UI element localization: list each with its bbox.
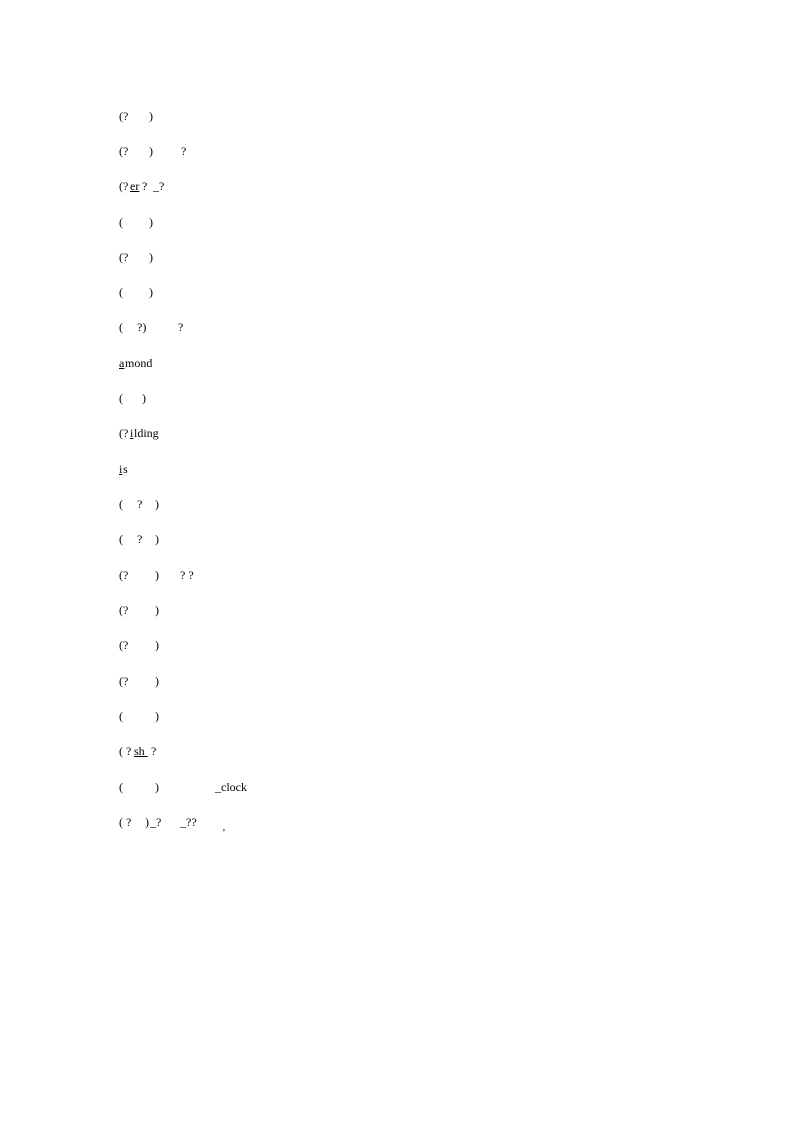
- line-19-part-1: ( ?: [119, 744, 132, 758]
- text-line-16: [119, 637, 159, 653]
- line-7-part-1: (: [119, 320, 123, 334]
- text-line-7: [119, 319, 184, 335]
- line-2-part-1: (?: [119, 144, 129, 158]
- line-20-part-4: _clock: [215, 780, 247, 794]
- line-16-part-1: (?: [119, 638, 129, 652]
- line-1-part-1: (?: [119, 109, 129, 123]
- text-line-4: [119, 214, 153, 230]
- line-16-part-2: ): [155, 638, 159, 652]
- line-1-part-2: ): [149, 109, 153, 123]
- text-line-14: [119, 567, 194, 583]
- line-9-part-2: ): [142, 391, 146, 405]
- line-9-part-1: (: [119, 391, 123, 405]
- text-line-3: [119, 178, 165, 194]
- text-line-11: [119, 461, 131, 477]
- line-8-part-2: mond: [125, 356, 153, 370]
- text-line-17: [119, 673, 159, 689]
- line-3-part-2: er: [130, 179, 140, 193]
- text-line-19: [119, 743, 157, 759]
- text-line-5: [119, 249, 153, 265]
- line-20-part-2: ): [155, 780, 159, 794]
- line-21-part-2: ): [145, 815, 149, 829]
- line-4-part-1: (: [119, 215, 123, 229]
- line-7-part-2: ?): [137, 320, 147, 334]
- text-line-15: [119, 602, 159, 618]
- line-11-part-2: s: [123, 462, 128, 476]
- line-20-part-3: ’: [222, 827, 226, 839]
- text-line-1: [119, 108, 153, 124]
- text-line-2: [119, 143, 187, 159]
- text-line-10: [119, 425, 159, 441]
- line-17-part-1: (?: [119, 674, 129, 688]
- line-12-part-2: ?: [137, 497, 143, 511]
- line-13-part-2: ?: [137, 532, 143, 546]
- line-21-part-1: ( ?: [119, 815, 132, 829]
- line-21-part-3: _?: [150, 815, 162, 829]
- line-10-part-2: i: [130, 426, 134, 440]
- line-19-part-2: sh: [134, 744, 148, 758]
- line-12-part-3: ): [155, 497, 159, 511]
- line-10-part-1: (?: [119, 426, 129, 440]
- line-12-part-1: (: [119, 497, 123, 511]
- line-6-part-1: (: [119, 285, 123, 299]
- line-20-part-1: (: [119, 780, 123, 794]
- line-3-part-1: (?: [119, 179, 129, 193]
- line-18-part-2: ): [155, 709, 159, 723]
- line-5-part-2: ): [149, 250, 153, 264]
- line-3-part-4: _?: [153, 179, 165, 193]
- text-line-13: [119, 531, 159, 547]
- line-2-part-3: ?: [181, 144, 187, 158]
- line-14-part-3: ? ?: [180, 568, 194, 582]
- text-line-8: [119, 355, 153, 371]
- line-13-part-3: ): [155, 532, 159, 546]
- line-13-part-1: (: [119, 532, 123, 546]
- line-19-part-3: ?: [151, 744, 157, 758]
- line-6-part-2: ): [149, 285, 153, 299]
- line-8-part-1: a: [119, 356, 125, 370]
- line-2-part-2: ): [149, 144, 153, 158]
- line-14-part-1: (?: [119, 568, 129, 582]
- line-10-part-3: lding: [134, 426, 159, 440]
- line-17-part-2: ): [155, 674, 159, 688]
- line-15-part-1: (?: [119, 603, 129, 617]
- line-4-part-2: ): [149, 215, 153, 229]
- line-21-part-4: _??: [180, 815, 197, 829]
- text-line-12: [119, 496, 159, 512]
- text-line-6: [119, 284, 153, 300]
- text-line-18: [119, 708, 159, 724]
- line-5-part-1: (?: [119, 250, 129, 264]
- line-7-part-3: ?: [178, 320, 184, 334]
- line-18-part-1: (: [119, 709, 123, 723]
- line-3-part-3: ?: [142, 179, 148, 193]
- text-line-9: [119, 390, 146, 406]
- text-line-20: [119, 779, 247, 839]
- line-14-part-2: ): [155, 568, 159, 582]
- text-line-21: [119, 814, 197, 830]
- line-15-part-2: ): [155, 603, 159, 617]
- line-11-part-1: i: [119, 462, 123, 476]
